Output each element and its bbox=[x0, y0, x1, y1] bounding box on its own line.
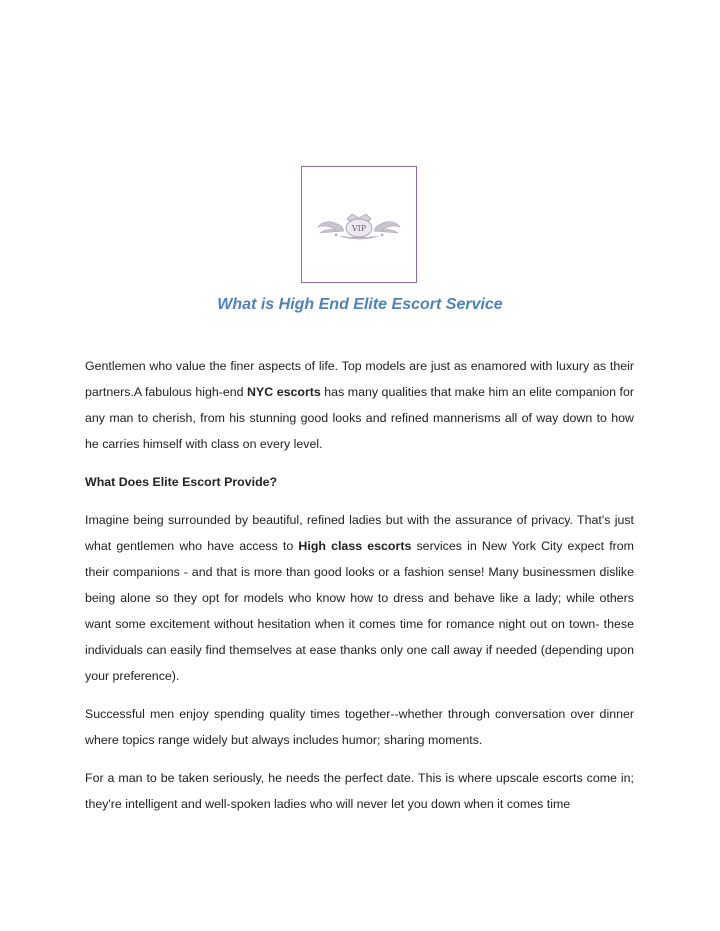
section-subheading: What Does Elite Escort Provide? bbox=[85, 475, 278, 489]
nyc-escorts-bold: NYC escorts bbox=[247, 385, 321, 399]
page-title: What is High End Elite Escort Service bbox=[217, 296, 503, 313]
provide-text-start: Imagine being surrounded by beautiful, refined ladies but with the assurance of privacy. That's just what gentlemen who have access to bbox=[85, 513, 634, 553]
intro-paragraph bbox=[85, 353, 634, 457]
perfect-date-paragraph: For a man to be taken seriously, he needs the perfect date. This is where upscale escorts come in; they're intelligent and well-spoken ladies who will never let you down when it comes time bbox=[85, 771, 634, 811]
successful-men-paragraph: Successful men enjoy spending quality times together--whether through conversation over dinner where topics range widely but always includes humor; sharing moments. bbox=[85, 707, 634, 747]
intro-text-start: Gentlemen who value the finer aspects of life. Top models are just as enamored with luxury as their partners.A fabulous high-end bbox=[85, 359, 634, 399]
article-body bbox=[85, 353, 634, 817]
provide-paragraph bbox=[85, 507, 634, 689]
vip-crest-icon bbox=[314, 205, 404, 245]
provide-text-end: services in New York City expect from their companions - and that is more than good looks or a fashion sense! Many businessmen dislike being alone so they opt for models who know how to dress and behave like a lady; while others want some excitement without hesitation when it comes time for romance night out on town- these individuals can easily find themselves at ease thanks only one call away if needed (depending upon your preference). bbox=[85, 539, 634, 683]
logo-text: VIP bbox=[351, 223, 367, 233]
vip-logo bbox=[301, 166, 417, 283]
intro-text-end: has many qualities that make him an elite companion for any man to cherish, from his stunning good looks and refined mannerisms all of way down to how he carries himself with class on every level. bbox=[85, 385, 635, 451]
high-class-escorts-bold: High class escorts bbox=[298, 539, 412, 553]
